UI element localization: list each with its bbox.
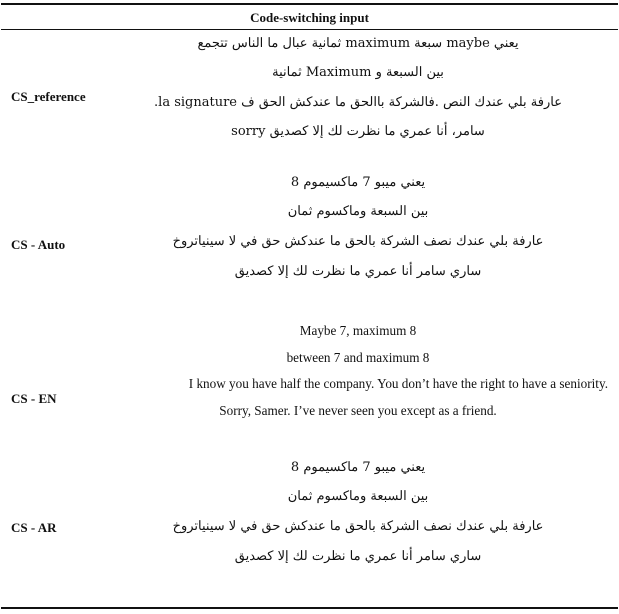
header-rule — [1, 29, 618, 30]
row-label: CS - Auto — [11, 237, 66, 252]
arabic-line: sorry سامر، أنا عمري ما نظرت لك إلا كصديق — [231, 124, 485, 139]
english-line: between 7 and maximum 8 — [286, 350, 430, 365]
arabic-line: عارفة بلي عندك نصف الشركة بالحق ما عندكش حق في لا سينياتروخ — [172, 234, 544, 249]
table-header: Code-switching input — [250, 10, 369, 25]
english-line: I know you have half the company. You don’t have the right to have a seniority. — [188, 376, 608, 391]
arabic-line: بين السبعة و Maximum ثمانية — [272, 65, 444, 80]
top-rule — [1, 3, 618, 5]
arabic-line: عارفة بلي عندك نصف الشركة بالحق ما عندكش حق في لا سينياتروخ — [172, 519, 544, 534]
arabic-line: ساري سامر أنا عمري ما نظرت لك إلا كصديق — [234, 549, 482, 564]
code-switching-table — [1, 3, 618, 609]
arabic-line: ساري سامر أنا عمري ما نظرت لك إلا كصديق — [234, 264, 482, 279]
bottom-rule — [1, 607, 618, 609]
english-line: Maybe 7, maximum 8 — [299, 323, 417, 338]
arabic-line: بين السبعة وماكسوم ثمان — [287, 489, 429, 504]
arabic-line: يعني ميبو 7 ماكسيموم 8 — [290, 175, 426, 190]
row-label: CS - EN — [11, 391, 57, 406]
arabic-line: بين السبعة وماكسوم ثمان — [287, 204, 429, 219]
arabic-line: عارفة بلي عندك النص .فالشركة باالحق ما عندكش الحق ف la signature. — [154, 95, 562, 110]
row-label: CS - AR — [11, 520, 57, 535]
arabic-line: يعني ميبو 7 ماكسيموم 8 — [290, 460, 426, 475]
row-label: CS_reference — [11, 89, 86, 104]
english-line: Sorry, Samer. I’ve never seen you except as a friend. — [219, 403, 497, 418]
arabic-line: يعني maybe سبعة maximum ثمانية عبال ما الناس تتجمع — [197, 36, 519, 51]
